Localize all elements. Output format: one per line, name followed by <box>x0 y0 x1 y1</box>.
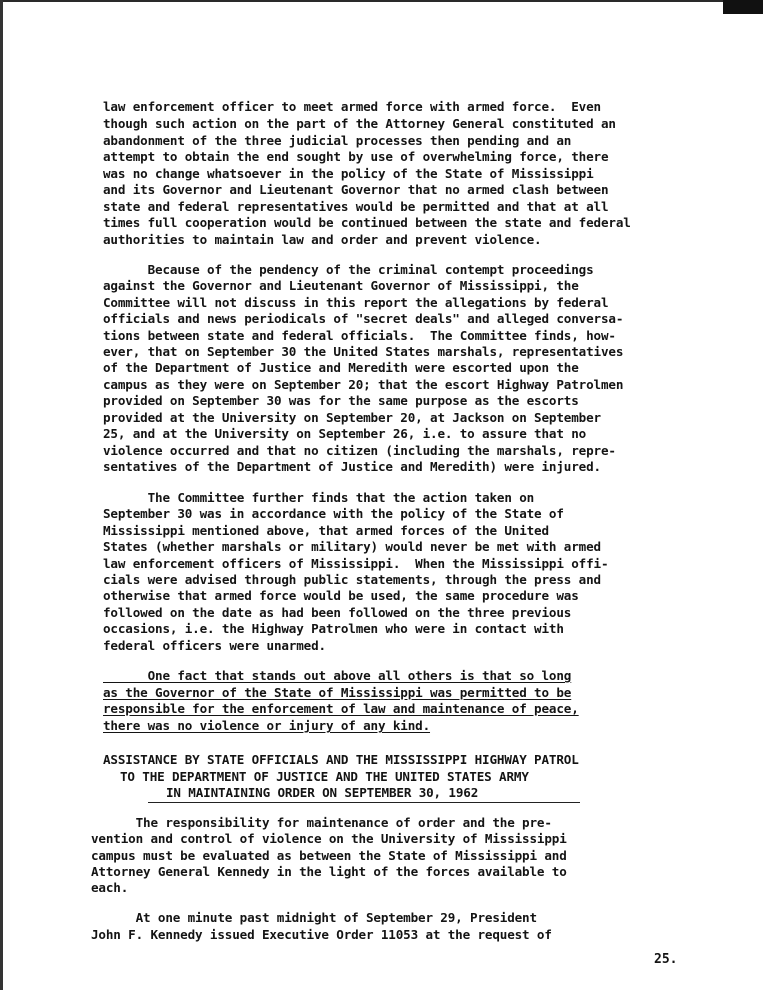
text-line: times full cooperation would be continued between the state and federal <box>103 215 631 230</box>
text-line: vention and control of violence on the University of Mississippi <box>91 831 567 846</box>
scan-top-edge <box>0 0 763 12</box>
text-line: campus must be evaluated as between the State of Mississippi and <box>91 848 567 863</box>
text-line: federal officers were unarmed. <box>103 638 326 653</box>
text-line: September 30 was in accordance with the policy of the State of <box>103 506 564 521</box>
page-number: 25. <box>654 952 678 967</box>
text-line: John F. Kennedy issued Executive Order 11053 at the request of <box>91 927 552 942</box>
text-line: The responsibility for maintenance of order and the pre- <box>91 815 552 830</box>
text-line: The Committee further finds that the action taken on <box>103 490 535 505</box>
text-line: provided on September 30 was for the same purpose as the escorts <box>103 393 579 408</box>
emphasis-line: there was no violence or injury of any kind. <box>103 718 431 733</box>
text-line: Committee will not discuss in this report the allegations by federal <box>103 295 609 310</box>
emphasis-line: as the Governor of the State of Mississippi was permitted to be <box>103 685 572 700</box>
text-line: otherwise that armed force would be used, the same procedure was <box>103 588 579 603</box>
section-heading: TO THE DEPARTMENT OF JUSTICE AND THE UNITED STATES ARMY <box>120 769 529 784</box>
emphasis-line: One fact that stands out above all others is that so long <box>103 668 572 683</box>
text-line: abandonment of the three judicial processes then pending and an <box>103 133 572 148</box>
text-line: occasions, i.e. the Highway Patrolmen who were in contact with <box>103 621 564 636</box>
emphasis-line: responsible for the enforcement of law and maintenance of peace, <box>103 701 579 716</box>
text-line: law enforcement officer to meet armed force with armed force. Even <box>103 99 601 114</box>
text-line: Because of the pendency of the criminal contempt proceedings <box>103 262 594 277</box>
text-line: each. <box>91 880 129 895</box>
text-line: tions between state and federal officials. The Committee finds, how- <box>103 328 616 343</box>
text-line: provided at the University on September 20, at Jackson on September <box>103 410 601 425</box>
text-line: At one minute past midnight of September 29, President <box>91 910 537 925</box>
text-line: followed on the date as had been followed on the three previous <box>103 605 572 620</box>
scan-left-edge <box>0 0 3 990</box>
text-line: campus as they were on September 20; that the escort Highway Patrolmen <box>103 377 624 392</box>
text-line: cials were advised through public statements, through the press and <box>103 572 601 587</box>
heading-underline <box>148 802 580 803</box>
text-line: though such action on the part of the Attorney General constituted an <box>103 116 616 131</box>
text-line: attempt to obtain the end sought by use of overwhelming force, there <box>103 149 609 164</box>
scan-corner-mark <box>723 0 763 14</box>
section-heading: IN MAINTAINING ORDER ON SEPTEMBER 30, 1962 <box>166 785 479 800</box>
text-line: 25, and at the University on September 26, i.e. to assure that no <box>103 426 587 441</box>
text-line: state and federal representatives would be permitted and that at all <box>103 199 609 214</box>
text-line: officials and news periodicals of "secret deals" and alleged conversa- <box>103 311 624 326</box>
text-line: law enforcement officers of Mississippi. When the Mississippi offi- <box>103 556 609 571</box>
text-line: violence occurred and that no citizen (including the marshals, repre- <box>103 443 616 458</box>
text-line: Attorney General Kennedy in the light of the forces available to <box>91 864 567 879</box>
text-line: Mississippi mentioned above, that armed forces of the United <box>103 523 549 538</box>
section-heading: ASSISTANCE BY STATE OFFICIALS AND THE MISSISSIPPI HIGHWAY PATROL <box>103 752 579 767</box>
text-line: States (whether marshals or military) would never be met with armed <box>103 539 601 554</box>
text-line: authorities to maintain law and order and prevent violence. <box>103 232 542 247</box>
text-line: and its Governor and Lieutenant Governor that no armed clash between <box>103 182 609 197</box>
text-line: ever, that on September 30 the United States marshals, representatives <box>103 344 624 359</box>
text-line: against the Governor and Lieutenant Governor of Mississippi, the <box>103 278 579 293</box>
text-line: of the Department of Justice and Meredith were escorted upon the <box>103 360 579 375</box>
text-line: sentatives of the Department of Justice and Meredith) were injured. <box>103 459 601 474</box>
text-line: was no change whatsoever in the policy of the State of Mississippi <box>103 166 594 181</box>
